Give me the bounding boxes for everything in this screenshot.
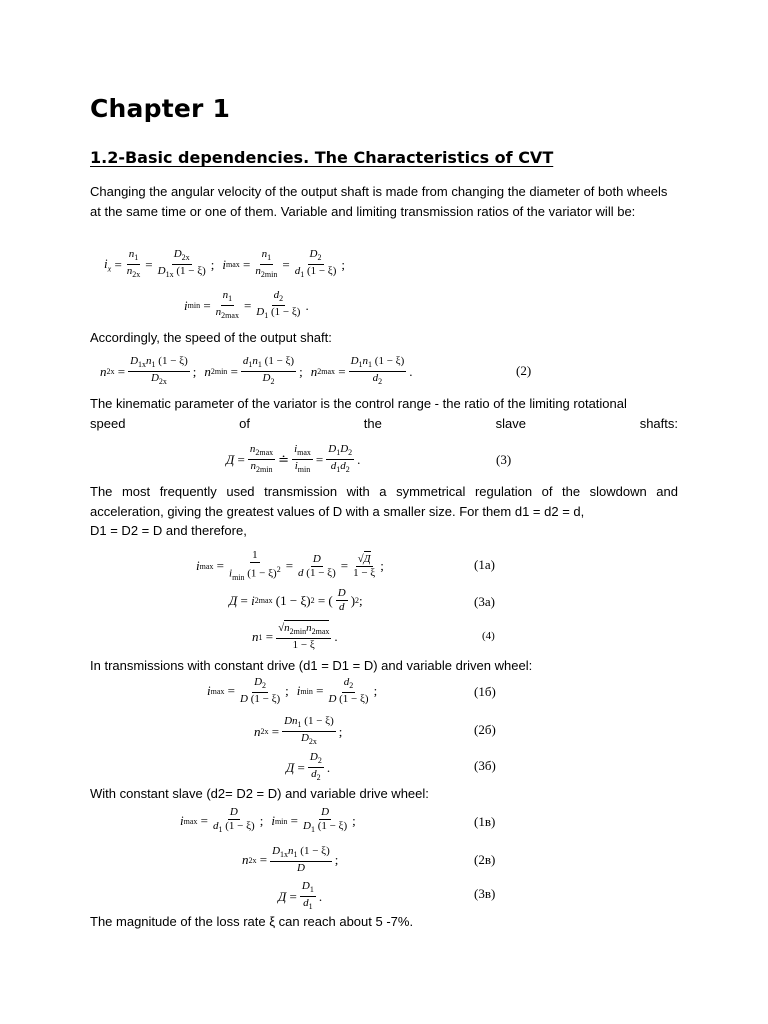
text-line: The kinematic parameter of the variator is the control range - the ratio of the limiting rotational (90, 396, 627, 411)
paragraph-intro: Changing the angular velocity of the output shaft is made from changing the diameter of both wheels at the same time or one of them. Variable and limiting transmission ratios of the variator will be: (90, 184, 668, 219)
equation-1b: i max = $\frac{D_2}{D (1 - \xi)}$ ; i min = $\frac{d_2}{D (1 - \xi)}$ ; (207, 676, 378, 706)
equation-1v: i max = $\frac{D}{d_1 (1 - \xi)}$ ; i min = $\frac{D}{D_1 (1 - \xi)}$ ; (180, 806, 356, 835)
equation-control-range: Д = $\frac{n_{2max}}{n_{2min}}$ ≐ $\frac{i_{max}}{i_{min}}$ = $\frac{D_1D_2}{d_1d_2}$ . (226, 443, 361, 475)
text-line-justified (90, 414, 678, 434)
paragraph-symmetrical (90, 482, 678, 541)
equation-4: n 1 = $\frac{√n_{2min}n_{2max}}{1 - \xi}$ . (252, 622, 338, 652)
equation-2v: n 2x = $\frac{D_{1x}n_1 (1 - \xi)}{D}$ ; (242, 845, 339, 875)
equation-3v: Д = $\frac{D_1}{d_1}$ . (278, 880, 323, 912)
equation-number: (1a) (474, 557, 495, 572)
word: slave (495, 415, 526, 431)
equation-number: (4) (482, 630, 495, 642)
equation-1a: i max = $\frac{1}{i_{min} (1 - \xi)^2}$ = $\frac{D}{d (1 - \xi)}$ = $\frac{√Д}{1 - \xi}$ ; (196, 549, 384, 582)
text: D1 = D2 = D and therefore, (90, 523, 247, 538)
equation-3a: Д = i 2 max (1 − ξ) 2 = ( $\frac{D}{d}$ ) 2 ; (229, 587, 363, 613)
word: of (239, 415, 251, 431)
equation-number: (3б) (474, 758, 496, 773)
word: shafts: (639, 415, 678, 431)
paragraph-output-speed: Accordingly, the speed of the output shaft: (90, 330, 332, 345)
equation-i-min: i min = $\frac{n_1}{n_{2max}}$ = $\frac{d_2}{D_1 (1 - \xi)}$ . (184, 289, 309, 321)
chapter-title: Chapter 1 (90, 94, 231, 123)
equation-number: (1в) (474, 814, 496, 829)
paragraph-constant-drive: In transmissions with constant drive (d1 = D1 = D) and variable driven wheel: (90, 658, 533, 673)
paragraph-constant-slave: With constant slave (d2= D2 = D) and variable drive wheel: (90, 786, 429, 801)
equation-number: (2б) (474, 722, 496, 737)
word: speed (90, 415, 126, 431)
text: The most frequently used transmission with a symmetrical regulation of the slowdown and acceleration, giving the greatest values of D with a smaller size. For them d1 = d2 = d, (90, 484, 678, 519)
equation-transmission-ratios: $i_x$ = $\frac{n_1}{n_{2x}}$ = $\frac{D_{2x}}{D_{1x} (1 - \xi)}$ ; i max = $\frac{n_1}{n_{2min}}$ = $\frac{D_2}{d_1 (1 - \xi)}$ ; (104, 248, 345, 280)
equation-3b: Д = $\frac{D_2}{d_2}$ . (286, 751, 331, 783)
equation-number: (3в) (474, 886, 496, 901)
equation-number: (1б) (474, 684, 496, 699)
section-title: 1.2-Basic dependencies. The Characteristics of CVT (90, 148, 554, 167)
equation-number: (2) (516, 363, 532, 378)
equation-2b: n 2x = $\frac{Dn_1 (1 - \xi)}{D_{2x}}$ ; (254, 715, 343, 747)
paragraph-control-range (90, 394, 678, 433)
equation-number: (3) (496, 452, 512, 467)
equation-output-speed: n 2x = $\frac{D_{1x}n_1 (1 - \xi)}{D_{2x}}$ ; n 2min = $\frac{d_1n_1 (1 - \xi)}{D_2}$ ; n 2max = $\frac{D_1n_1 (1 - \xi)}{d_2}$ . (100, 355, 413, 387)
equation-number: (3a) (474, 594, 495, 609)
word: the (363, 415, 382, 431)
equation-number: (2в) (474, 852, 496, 867)
paragraph-loss-rate: The magnitude of the loss rate ξ can reach about 5 -7%. (90, 914, 414, 929)
